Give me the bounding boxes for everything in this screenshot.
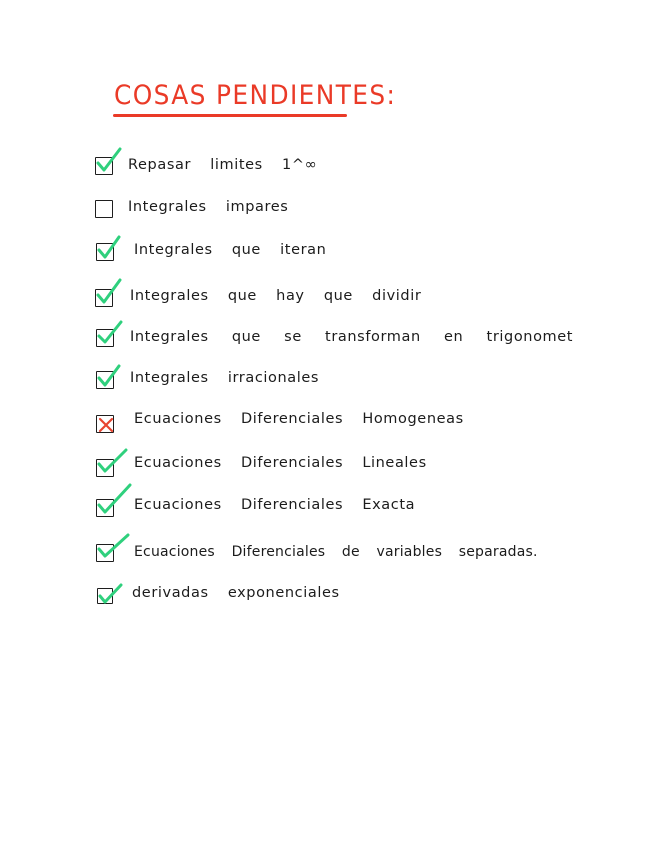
task-label [128, 157, 317, 173]
check-mark-icon [97, 483, 133, 519]
title-underline [113, 114, 347, 117]
check-mark-icon [97, 235, 123, 263]
check-mark-icon [97, 448, 129, 478]
check-mark-icon [97, 533, 131, 563]
task-label: Ecuaciones Diferenciales Lineales [134, 455, 427, 471]
check-mark-icon [97, 320, 125, 350]
check-mark-icon [96, 278, 124, 309]
task-label: Ecuaciones Diferenciales Exacta [134, 497, 416, 513]
task-label: Ecuaciones Diferenciales de variables separadas. [134, 544, 538, 560]
cross-mark-icon [97, 416, 115, 434]
task-label: Integrales irracionales [130, 370, 320, 386]
task-label: derivadas exponenciales [132, 585, 340, 601]
task-label: Integrales que iteran [134, 242, 327, 258]
check-mark-icon [96, 147, 124, 177]
task-label-text: Repasar limites 1^∞ [128, 157, 318, 173]
task-label: Integrales impares [128, 199, 289, 215]
checkbox[interactable] [95, 200, 113, 218]
check-mark-icon [97, 364, 123, 392]
task-label: Integrales que se transforman en trigonomet [130, 329, 574, 345]
task-label: Ecuaciones Diferenciales Homogeneas [134, 411, 464, 427]
check-mark-icon [98, 583, 124, 607]
task-label: Integrales que hay que dividir [130, 288, 422, 304]
page-title: COSAS PENDIENTES: [114, 80, 397, 111]
